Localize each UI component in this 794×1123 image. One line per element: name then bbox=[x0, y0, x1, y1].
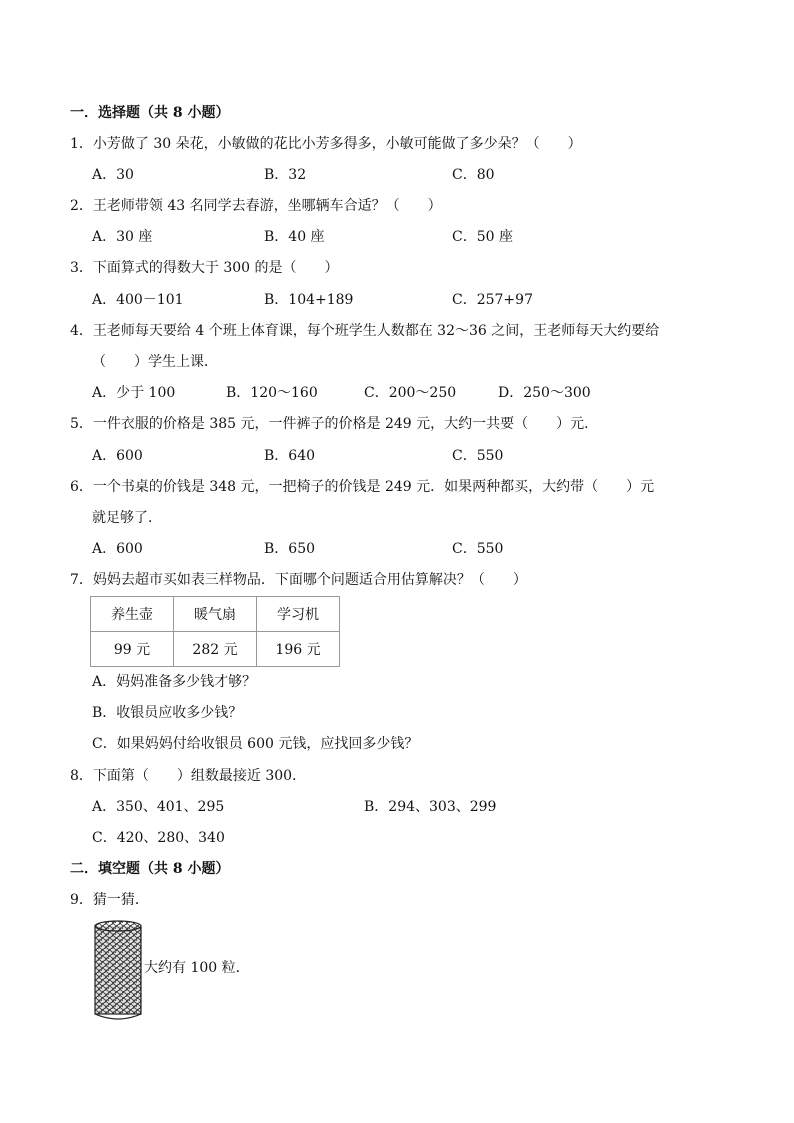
question-8-option-b: B．294、303、299 bbox=[364, 799, 497, 815]
price-table-price-cell: 99 元 bbox=[91, 632, 174, 667]
question-4-option-c: C．200～250 bbox=[364, 385, 457, 401]
question-2-stem: 2．王老师带领 43 名同学去春游，坐哪辆车合适？（ ） bbox=[70, 198, 442, 214]
question-5-option-a: A．600 bbox=[92, 448, 143, 464]
question-7-option-a: A．妈妈准备多少钱才够？ bbox=[92, 674, 257, 690]
question-7-option-c: C．如果妈妈付给收银员 600 元钱，应找回多少钱？ bbox=[92, 736, 419, 752]
price-table-header-cell: 暖气扇 bbox=[174, 597, 257, 632]
question-1-option-c: C．80 bbox=[452, 167, 495, 183]
bean-jar-caption: 大约有 100 粒． bbox=[144, 960, 250, 976]
question-2-option-a: A．30 座 bbox=[92, 229, 153, 245]
price-table-header-cell: 学习机 bbox=[257, 597, 340, 632]
question-5-option-c: C．550 bbox=[452, 448, 504, 464]
bean-jar-icon bbox=[92, 920, 144, 1020]
question-8-option-c: C．420、280、340 bbox=[92, 830, 225, 846]
price-table-header-cell: 养生壶 bbox=[91, 597, 174, 632]
question-9-stem: 9．猜一猜． bbox=[70, 892, 149, 908]
question-8-option-a: A．350、401、295 bbox=[92, 799, 225, 815]
question-2-option-b: B．40 座 bbox=[264, 229, 325, 245]
question-4-option-a: A．少于 100 bbox=[92, 385, 176, 401]
question-6-option-c: C．550 bbox=[452, 541, 504, 557]
question-6-option-a: A．600 bbox=[92, 541, 143, 557]
question-1-option-b: B．32 bbox=[264, 167, 307, 183]
question-3-option-a: A．400－101 bbox=[92, 292, 184, 308]
question-4-option-b: B．120～160 bbox=[226, 385, 318, 401]
question-6-option-b: B．650 bbox=[264, 541, 316, 557]
price-table-price-cell: 282 元 bbox=[174, 632, 257, 667]
section-title-choice: 一．选择题（共 8 小题） bbox=[70, 105, 230, 121]
question-1-option-a: A．30 bbox=[92, 167, 134, 183]
question-4-stem: 4．王老师每天要给 4 个班上体育课，每个班学生人数都在 32～36 之间，王老师每天大约要给 bbox=[70, 323, 660, 339]
question-7-stem: 7．妈妈去超市买如表三样物品．下面哪个问题适合用估算解决？（ ） bbox=[70, 572, 527, 588]
question-2-option-c: C．50 座 bbox=[452, 229, 513, 245]
price-table-price-cell: 196 元 bbox=[257, 632, 340, 667]
question-5-option-b: B．640 bbox=[264, 448, 316, 464]
question-3-option-b: B．104+189 bbox=[264, 292, 354, 308]
section-title-fill-in: 二．填空题（共 8 小题） bbox=[70, 861, 230, 877]
price-table-header-row bbox=[91, 597, 340, 632]
question-6-stem: 6．一个书桌的价钱是 348 元，一把椅子的价钱是 249 元．如果两种都买，大约带（ ）元 bbox=[70, 479, 655, 495]
question-3-stem: 3．下面算式的得数大于 300 的是（ ） bbox=[70, 260, 339, 276]
question-4-stem-continued: （ ）学生上课． bbox=[92, 354, 218, 370]
question-7-option-b: B．收银员应收多少钱？ bbox=[92, 705, 243, 721]
price-table bbox=[90, 596, 340, 667]
question-1-stem: 1．小芳做了 30 朵花，小敏做的花比小芳多得多，小敏可能做了多少朵？（ ） bbox=[70, 136, 582, 152]
question-8-stem: 8．下面第（ ）组数最接近 300． bbox=[70, 768, 307, 784]
question-5-stem: 5．一件衣服的价格是 385 元，一件裤子的价格是 249 元，大约一共要（ ）元． bbox=[70, 416, 599, 432]
question-6-stem-continued: 就足够了． bbox=[92, 510, 162, 526]
price-table-price-row bbox=[91, 632, 340, 667]
question-3-option-c: C．257+97 bbox=[452, 292, 533, 308]
question-4-option-d: D．250～300 bbox=[498, 385, 591, 401]
